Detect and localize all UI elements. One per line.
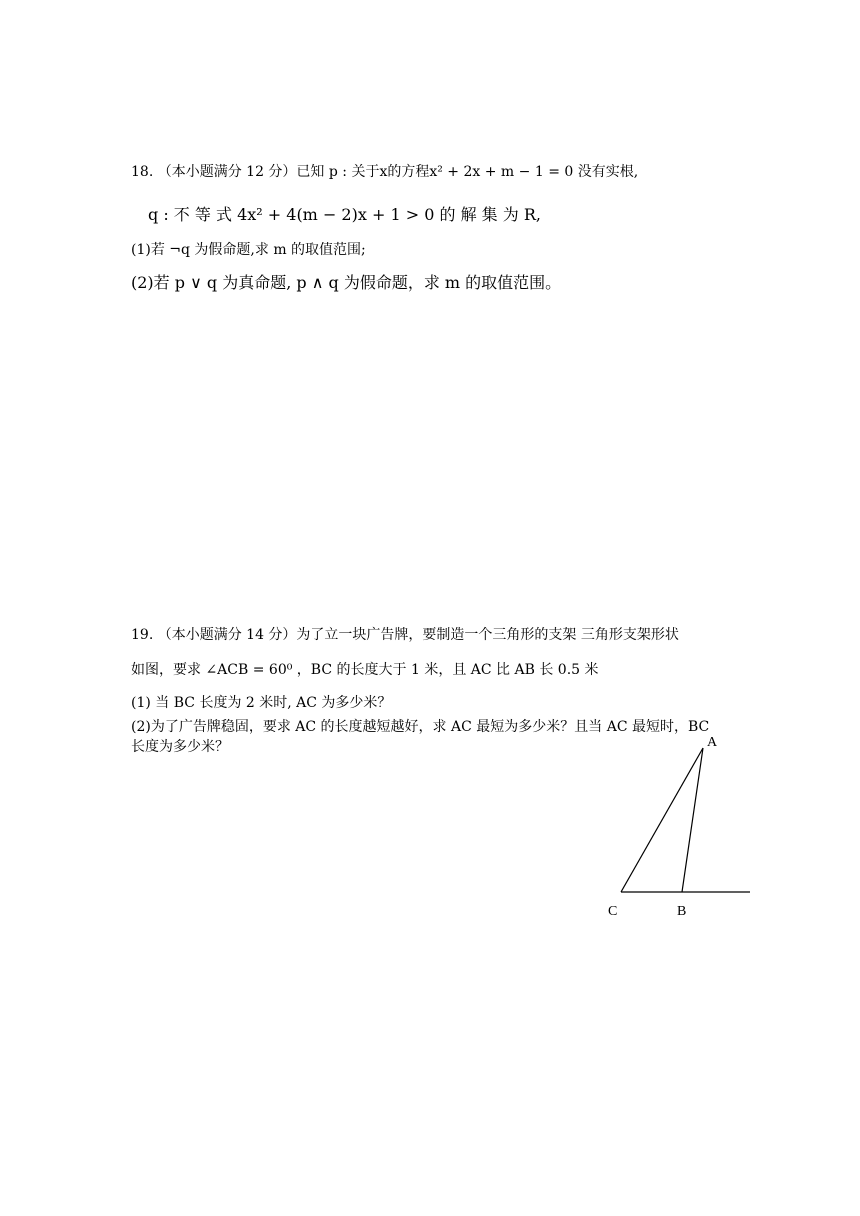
q18-line2: [148, 206, 541, 224]
q19-part2b-text: 长度为多少米？: [131, 739, 229, 755]
triangle-figure: [596, 734, 760, 930]
q18-line1: [131, 163, 638, 181]
q18-part1-text: (1)若 ¬q 为假命题,求 m 的取值范围;: [131, 242, 366, 258]
q19-part1-text: (1) 当 BC 长度为 2 米时, AC 为多少米？: [131, 695, 392, 711]
side-ba: [682, 748, 703, 892]
triangle-diagram: [596, 734, 760, 930]
q19-line2-text: 如图，要求 ∠ACB = 60⁰ ，BC 的长度大于 1 米，且 AC 比 AB 长 0.5 米: [131, 662, 599, 678]
q18-part1: [131, 241, 366, 259]
q18-line1-text: 18. （本小题满分 12 分）已知 p : 关于x的方程x² + 2x + m − 1 = 0 没有实根,: [131, 164, 639, 180]
q19-part2a-text: (2)为了广告牌稳固，要求 AC 的长度越短越好，求 AC 最短为多少米？且当 AC 最短时，BC: [131, 719, 710, 735]
q19-part1: [131, 694, 391, 712]
vertex-c-label: C: [608, 904, 618, 919]
side-ca: [621, 748, 703, 892]
vertex-a-label: A: [707, 735, 718, 750]
q18-part2: [131, 274, 561, 292]
q18-line2-text: q : 不 等 式 4x² + 4(m − 2)x + 1 > 0 的 解 集 为 R,: [148, 205, 541, 224]
q19-line1-text: 19. （本小题满分 14 分）为了立一块广告牌，要制造一个三角形的支架 三角形支架形状: [131, 627, 679, 643]
q18-part2-text: (2)若 p ∨ q 为真命题, p ∧ q 为假命题，求 m 的取值范围。: [131, 273, 562, 292]
q19-line2: [131, 661, 599, 679]
q19-part2b: [131, 738, 229, 756]
vertex-b-label: B: [677, 904, 687, 919]
q19-line1: [131, 626, 679, 644]
